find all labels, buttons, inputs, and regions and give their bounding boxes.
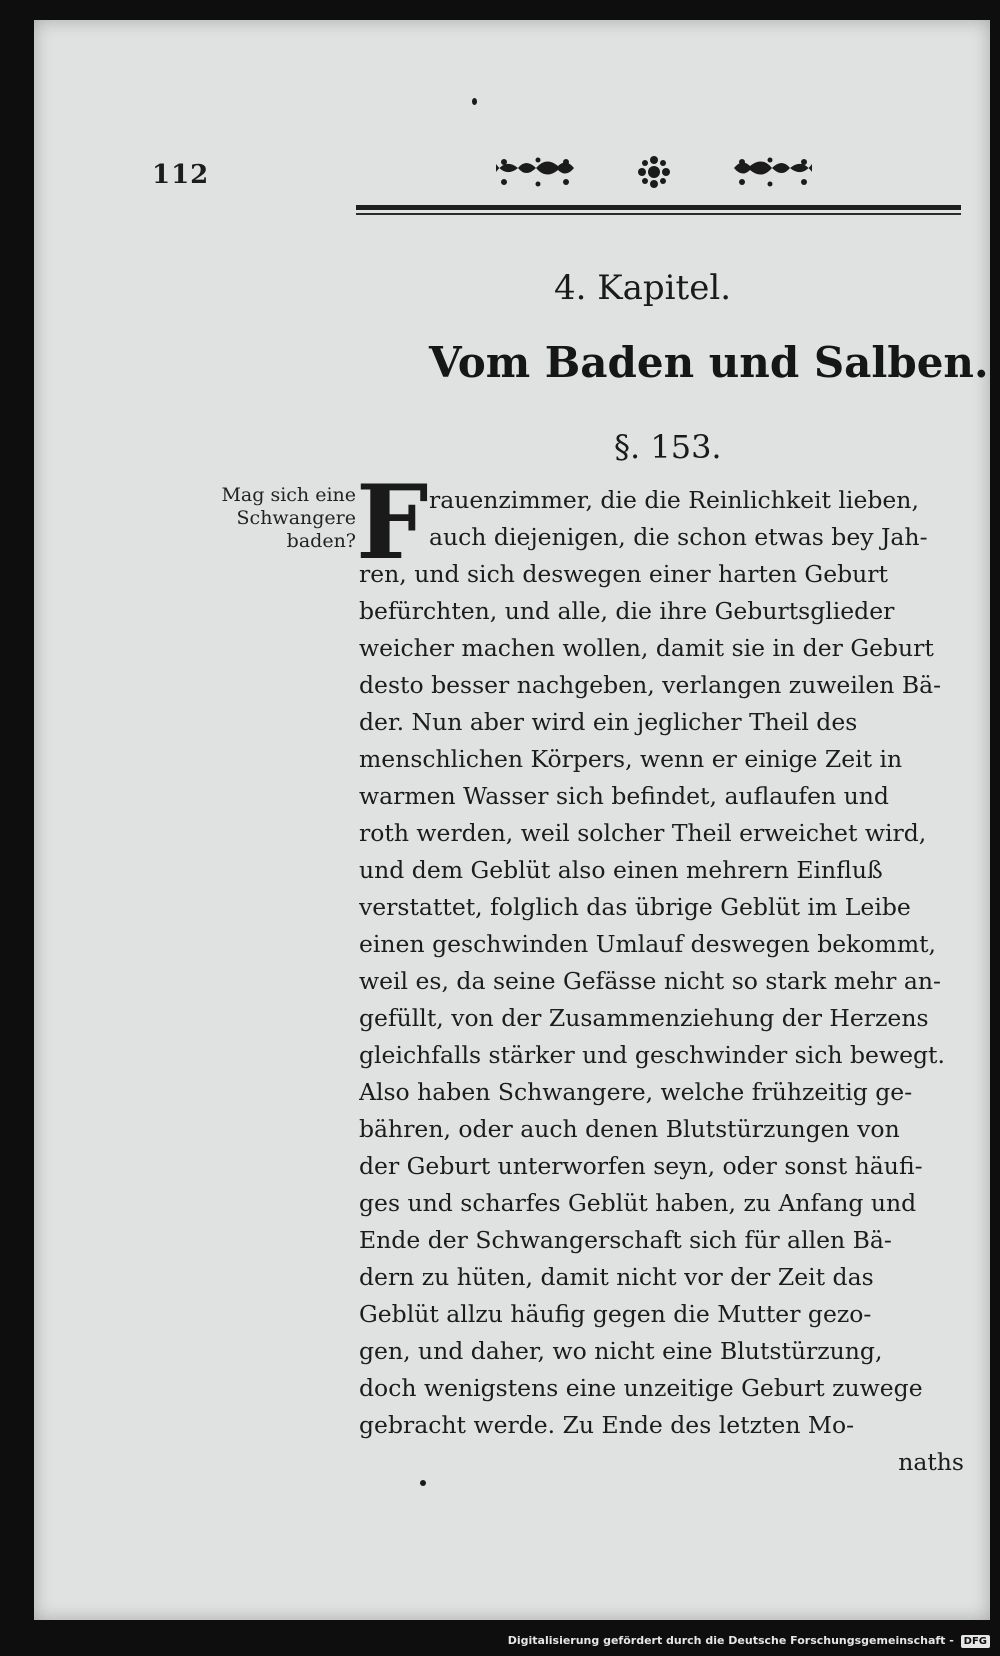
text-line: roth werden, weil solcher Theil erweichet wird, [359,819,927,847]
page-number: 112 [152,160,210,190]
drop-cap: F [356,463,429,583]
digitization-credit [508,1634,990,1648]
catchword: naths [898,1448,964,1476]
text-line: warmen Wasser sich befindet, auflaufen und [359,782,889,810]
ink-speck [420,1480,426,1486]
text-line: gen, und daher, wo nicht eine Blutstürzung, [359,1337,883,1365]
text-line: bähren, oder auch denen Blutstürzungen von [359,1115,900,1143]
book-page [34,20,990,1620]
dfg-logo: DFG [961,1635,990,1648]
text-line: Ende der Schwangerschaft sich für allen Bä- [359,1226,892,1254]
text-line: doch wenigstens eine unzeitige Geburt zuwege [359,1374,923,1402]
marginal-note-line: baden? [286,530,356,552]
text-line: Geblüt allzu häufig gegen die Mutter gezo- [359,1300,872,1328]
text-line: weil es, da seine Gefässe nicht so stark mehr an- [359,967,941,995]
text-line: ges und scharfes Geblüt haben, zu Anfang und [359,1189,917,1217]
text-line: ren, und sich deswegen einer harten Geburt [359,560,888,588]
text-line: der. Nun aber wird ein jeglicher Theil des [359,708,858,736]
text-line: Also haben Schwangere, welche frühzeitig ge- [359,1078,913,1106]
ink-speck [472,98,477,105]
text-line: menschlichen Körpers, wenn er einige Zeit in [359,745,903,773]
marginal-note-line: Schwangere [236,507,356,529]
marginal-note-line: Mag sich eine [221,484,356,506]
chapter-number: 4. Kapitel. [554,268,732,308]
chapter-title: Vom Baden und Salben. [429,338,989,387]
text-line: rauenzimmer, die die Reinlichkeit lieben, [429,486,919,514]
marginal-note [186,484,356,553]
header-rule [356,205,961,221]
floral-ornament-icon [494,152,814,192]
text-line: auch diejenigen, die schon etwas bey Jah- [429,523,928,551]
credit-text: Digitalisierung gefördert durch die Deutsche Forschungsgemeinschaft - [507,1634,954,1647]
text-line: einen geschwinden Umlauf deswegen bekommt, [359,930,937,958]
text-line: befürchten, und alle, die ihre Geburtsglieder [359,597,895,625]
text-line: dern zu hüten, damit nicht vor der Zeit das [359,1263,874,1291]
text-line: weicher machen wollen, damit sie in der Geburt [359,634,934,662]
text-line: desto besser nachgeben, verlangen zuweilen Bä- [359,671,942,699]
text-line: verstattet, folglich das übrige Geblüt im Leibe [359,893,911,921]
text-line: gebracht werde. Zu Ende des letzten Mo- [359,1411,855,1439]
text-line: und dem Geblüt also einen mehrern Einfluß [359,856,883,884]
body-text [359,482,964,1481]
text-line: der Geburt unterworfen seyn, oder sonst häufi- [359,1152,923,1180]
text-line: gleichfalls stärker und geschwinder sich bewegt. [359,1041,945,1069]
text-line: gefüllt, von der Zusammenziehung der Herzens [359,1004,929,1032]
section-number: §. 153. [614,428,722,466]
